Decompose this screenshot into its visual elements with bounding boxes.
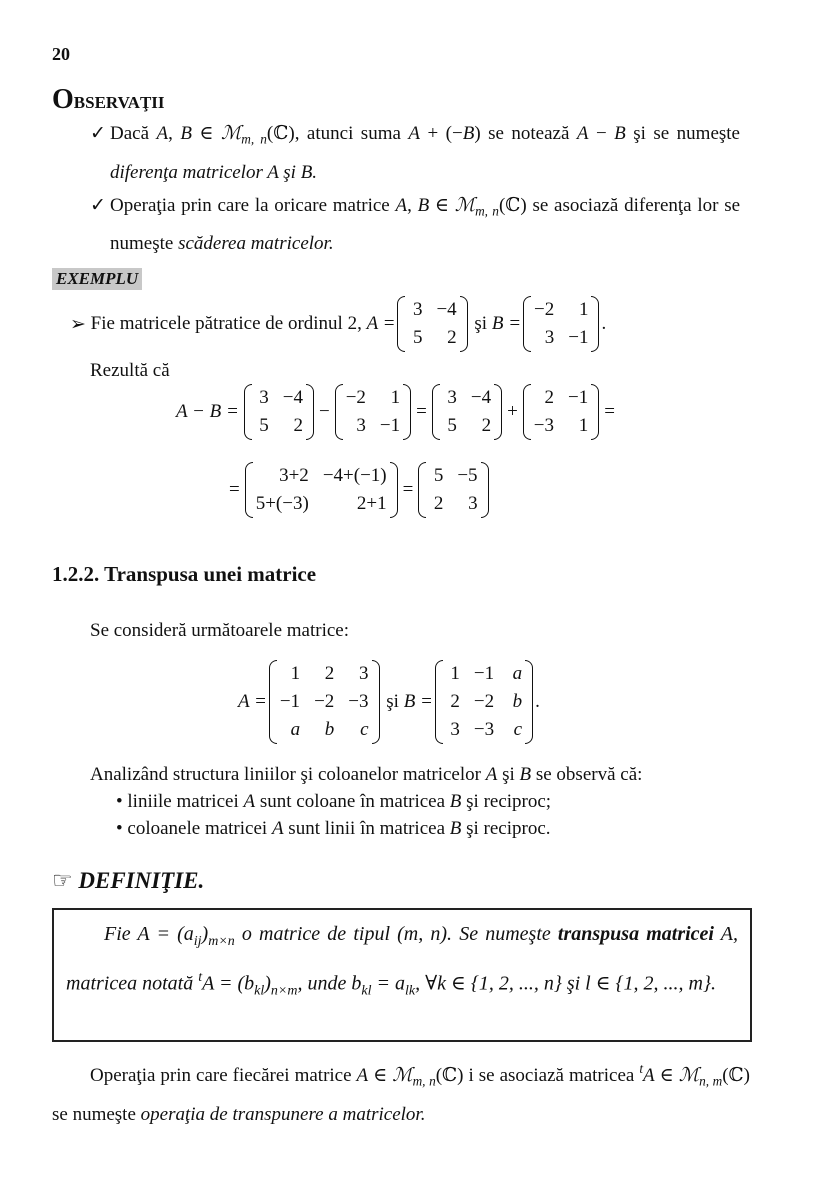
bullet-item bbox=[90, 788, 642, 815]
text-segment: m, n bbox=[241, 131, 267, 147]
text-segment: Dacă bbox=[110, 123, 157, 144]
text-segment: A bbox=[243, 791, 256, 812]
text-segment: transpusa matricei bbox=[557, 923, 714, 945]
matrix-cell: 3+2 bbox=[279, 465, 309, 486]
observatie-item bbox=[90, 117, 740, 189]
equation-symbol: = bbox=[416, 401, 427, 422]
text-segment: ij bbox=[193, 933, 202, 949]
text-segment: ℳ bbox=[392, 1064, 413, 1086]
text-segment: kl bbox=[361, 983, 372, 999]
equation-symbol: + bbox=[507, 401, 518, 422]
left-parenthesis bbox=[523, 296, 531, 352]
matrix bbox=[335, 384, 411, 440]
exemplu-label: EXEMPLU bbox=[52, 268, 142, 290]
and-word: şi bbox=[381, 691, 404, 712]
matrix-cell: 5 bbox=[447, 415, 457, 436]
matrix-cell: −4 bbox=[282, 387, 303, 408]
matrix bbox=[418, 462, 488, 518]
matrix bbox=[523, 296, 599, 352]
matrix-cell: 3 bbox=[259, 387, 269, 408]
text-segment: şi se numeşte bbox=[625, 123, 740, 144]
text-segment: lk bbox=[404, 983, 416, 999]
text-segment: A bbox=[156, 123, 169, 144]
matrix-cell: −1 bbox=[379, 415, 401, 436]
text-segment: ∈ bbox=[429, 194, 455, 216]
text-segment: Operaţia prin care la oricare matrice bbox=[110, 194, 396, 216]
page-number: 20 bbox=[52, 44, 70, 64]
text-segment: B bbox=[462, 123, 475, 144]
equation-line-1 bbox=[173, 384, 618, 440]
matrix-cell: −1 bbox=[279, 691, 301, 712]
text-segment: şi bbox=[566, 972, 581, 995]
left-parenthesis bbox=[523, 384, 531, 440]
matrix-b-label: B = bbox=[491, 313, 522, 334]
text-segment: t bbox=[198, 969, 203, 985]
analysis-text bbox=[90, 761, 642, 788]
right-parenthesis bbox=[591, 384, 599, 440]
matrix-cell: b bbox=[324, 719, 335, 740]
text-segment: o matrice de tipul (m, n). Se numeşte bbox=[234, 923, 558, 945]
text-segment: ) se notează bbox=[474, 123, 577, 144]
matrix bbox=[245, 462, 398, 518]
matrix-cell: 1 bbox=[390, 387, 401, 408]
text-segment: A bbox=[395, 194, 408, 216]
text-segment: se observă că: bbox=[531, 764, 643, 785]
definition-heading bbox=[52, 868, 204, 894]
matrix-cell: 1 bbox=[450, 663, 460, 684]
equation-symbol: − bbox=[318, 401, 330, 422]
text-segment: B bbox=[519, 764, 532, 785]
right-parenthesis bbox=[591, 296, 599, 352]
text-segment: B bbox=[180, 123, 192, 144]
text-segment: diferenţa matricelor A şi B. bbox=[110, 161, 318, 183]
text-segment: Analizând structura liniilor şi coloanelor matricelor bbox=[90, 764, 486, 785]
matrix-cell: 2 bbox=[433, 493, 444, 514]
checkmark-icon: ✓ bbox=[90, 123, 106, 144]
matrix-cell: 1 bbox=[578, 415, 589, 436]
left-parenthesis bbox=[397, 296, 405, 352]
matrix-cell: −4 bbox=[470, 387, 492, 408]
observatie-item bbox=[90, 189, 741, 261]
text-segment: (ℂ) se asociază diferenţa lor se numeşte bbox=[110, 194, 741, 255]
matrix-cell: −1 bbox=[568, 327, 589, 348]
text-segment: ℳ bbox=[678, 1064, 700, 1086]
matrix-cell: −2 bbox=[534, 299, 555, 320]
equation-symbol: = bbox=[229, 479, 240, 500]
right-parenthesis bbox=[481, 462, 489, 518]
matrix-cell: 2 bbox=[450, 691, 460, 712]
matrix-cell: 1 bbox=[578, 299, 589, 320]
matrix-cell: 3 bbox=[359, 663, 369, 684]
heading-rest: BSERVAŢII bbox=[73, 93, 165, 112]
matrix-cell: 2 bbox=[324, 663, 335, 684]
hand-pointing-icon: ☞ bbox=[52, 868, 73, 893]
and-word: şi bbox=[469, 313, 492, 334]
matrix-a-label: A = bbox=[366, 313, 396, 334]
text-segment: , ∀k ∈ {1, 2, ..., n} bbox=[415, 972, 567, 995]
definition-text bbox=[54, 910, 750, 1015]
matrix-cell: 5+(−3) bbox=[255, 493, 309, 514]
matrix-cell: c bbox=[513, 719, 523, 740]
text-segment: A bbox=[271, 818, 284, 839]
equation-symbol: A − B = bbox=[176, 401, 239, 422]
left-parenthesis bbox=[335, 384, 343, 440]
closing-paragraph bbox=[52, 1052, 750, 1131]
equation-line-2 bbox=[226, 462, 491, 518]
text-segment: , bbox=[168, 123, 181, 144]
text-segment: l ∈ {1, 2, ..., m}. bbox=[580, 972, 716, 995]
matrix-a-label: A = bbox=[238, 691, 267, 712]
text-segment: ) bbox=[201, 923, 209, 945]
matrix-cell: −1 bbox=[568, 387, 589, 408]
heading-initial: O bbox=[52, 84, 74, 115]
text-segment: A bbox=[408, 123, 420, 144]
text-segment: ℳ bbox=[454, 194, 476, 216]
text-segment: Operaţia prin care fiecărei matrice bbox=[90, 1064, 357, 1086]
matrix-cell: b bbox=[512, 691, 523, 712]
matrix-cell: −3 bbox=[348, 691, 369, 712]
observatii-heading bbox=[52, 84, 165, 116]
right-parenthesis bbox=[390, 462, 398, 518]
observatii-list bbox=[90, 117, 741, 260]
matrix-cell: 3 bbox=[412, 299, 423, 320]
text-segment: (ℂ), atunci suma bbox=[266, 123, 409, 144]
matrix-cell: −2 bbox=[473, 691, 495, 712]
text-segment: ℳ bbox=[220, 123, 242, 144]
matrix-cell: 2+1 bbox=[356, 493, 387, 514]
equation-symbol: = bbox=[604, 401, 615, 422]
arrow-bullet-icon: ➢ bbox=[70, 313, 91, 335]
left-parenthesis bbox=[432, 384, 440, 440]
matrix bbox=[244, 384, 314, 440]
matrix-cell: −2 bbox=[314, 691, 335, 712]
text-segment: A bbox=[485, 764, 498, 785]
matrix-cell: 2 bbox=[544, 387, 555, 408]
matrix-cell: 2 bbox=[447, 327, 457, 348]
text-segment: , unde b bbox=[297, 972, 362, 995]
matrix bbox=[269, 660, 380, 744]
matrix bbox=[432, 384, 502, 440]
matrix-cell: a bbox=[290, 719, 301, 740]
left-parenthesis bbox=[244, 384, 252, 440]
analysis-block bbox=[90, 761, 642, 842]
matrix-cell: 3 bbox=[447, 387, 457, 408]
text-segment: n, m bbox=[699, 1073, 723, 1089]
text-segment: ) bbox=[264, 972, 271, 995]
text-segment: scăderea matricelor. bbox=[178, 233, 334, 255]
text-segment: B bbox=[417, 194, 430, 216]
equation-symbol: = bbox=[402, 479, 414, 500]
section-intro: Se consideră următoarele matrice: bbox=[90, 620, 350, 641]
text-segment: Fie A = (a bbox=[104, 923, 194, 945]
matrix-cell: 2 bbox=[481, 415, 492, 436]
matrix-cell: 2 bbox=[293, 415, 303, 436]
right-parenthesis bbox=[494, 384, 502, 440]
text-segment: kl bbox=[254, 983, 265, 999]
left-parenthesis bbox=[245, 462, 253, 518]
text-segment: m×n bbox=[208, 933, 235, 949]
text-segment: operaţia de transpunere a matricelor. bbox=[140, 1103, 426, 1125]
text-segment: sunt coloane în matricea bbox=[255, 791, 450, 812]
text-segment: = a bbox=[371, 972, 405, 995]
matrix-cell: −3 bbox=[473, 719, 495, 740]
matrix-cell: −4 bbox=[436, 299, 457, 320]
text-segment: sunt linii în matricea bbox=[283, 818, 450, 839]
text-segment: ∈ bbox=[191, 123, 221, 144]
right-parenthesis bbox=[460, 296, 468, 352]
text-segment: ∈ bbox=[654, 1064, 679, 1086]
text-segment: (ℂ) se numeşte bbox=[52, 1064, 750, 1125]
matrix-cell: −4+(−1) bbox=[322, 465, 387, 486]
matrix-cell: −3 bbox=[533, 415, 555, 436]
text-segment: m, n bbox=[475, 203, 499, 219]
result-label: Rezultă că bbox=[90, 360, 170, 381]
matrix-cell: −5 bbox=[457, 465, 478, 486]
text-segment: t bbox=[639, 1061, 644, 1076]
matrix-b-label: B = bbox=[403, 691, 433, 712]
definition-title: DEFINIŢIE. bbox=[78, 868, 205, 893]
text-segment: (ℂ) i se asociază matricea bbox=[435, 1064, 640, 1086]
matrix-cell: 5 bbox=[433, 465, 444, 486]
text-segment: • coloanele matricei bbox=[116, 818, 272, 839]
text-segment: şi reciproc; bbox=[461, 791, 552, 812]
transpose-example: A = 1 2 3 −1 −2 −3 a b c şi B = 1 −1 a 2 −2 b 3 −3 c . bbox=[238, 660, 540, 744]
matrix-cell: a bbox=[512, 663, 523, 684]
matrix-cell: c bbox=[360, 719, 369, 740]
text-segment: , bbox=[407, 194, 418, 216]
matrix-cell: −1 bbox=[473, 663, 495, 684]
text-segment: A bbox=[643, 1064, 655, 1086]
example-intro: Fie matricele pătratice de ordinul 2, bbox=[90, 313, 367, 334]
text-segment: + (− bbox=[420, 123, 463, 144]
matrix-cell: 3 bbox=[450, 719, 460, 740]
matrix-cell: −2 bbox=[345, 387, 366, 408]
text-segment: B bbox=[614, 123, 626, 144]
left-parenthesis bbox=[269, 660, 277, 744]
section-title: 1.2.2. Transpusa unei matrice bbox=[52, 562, 317, 586]
text-segment: B bbox=[449, 791, 462, 812]
text-segment: şi reciproc. bbox=[461, 818, 551, 839]
text-segment: A = (b bbox=[202, 972, 255, 995]
matrix-cell: 5 bbox=[259, 415, 269, 436]
matrix bbox=[435, 660, 533, 744]
left-parenthesis bbox=[435, 660, 443, 744]
text-segment: m, n bbox=[412, 1073, 436, 1089]
matrix-cell: 5 bbox=[412, 327, 423, 348]
right-parenthesis bbox=[525, 660, 533, 744]
text-segment: n×m bbox=[270, 983, 298, 999]
matrix bbox=[523, 384, 599, 440]
text-segment: • liniile matricei bbox=[116, 791, 244, 812]
right-parenthesis bbox=[372, 660, 380, 744]
text-segment: şi bbox=[497, 764, 520, 785]
definition-box bbox=[52, 908, 752, 1042]
checkmark-icon: ✓ bbox=[90, 194, 106, 216]
matrix bbox=[397, 296, 467, 352]
left-parenthesis bbox=[418, 462, 426, 518]
matrix-cell: 3 bbox=[468, 493, 478, 514]
matrix-cell: 3 bbox=[544, 327, 555, 348]
right-parenthesis bbox=[403, 384, 411, 440]
text-segment: − bbox=[588, 123, 615, 144]
right-parenthesis bbox=[306, 384, 314, 440]
text-segment: ∈ bbox=[368, 1064, 393, 1086]
matrix-cell: 3 bbox=[356, 415, 366, 436]
text-segment: A bbox=[576, 123, 589, 144]
bullet-item bbox=[90, 815, 642, 842]
matrix-cell: 1 bbox=[290, 663, 301, 684]
text-segment: B bbox=[449, 818, 462, 839]
example-intro-line: ➢ Fie matricele pătratice de ordinul 2, A = 3 −4 5 2 şi B = −2 1 3 −1 . bbox=[70, 296, 606, 352]
text-segment: A, matricea notată bbox=[66, 923, 739, 995]
text-segment: A bbox=[356, 1064, 369, 1086]
